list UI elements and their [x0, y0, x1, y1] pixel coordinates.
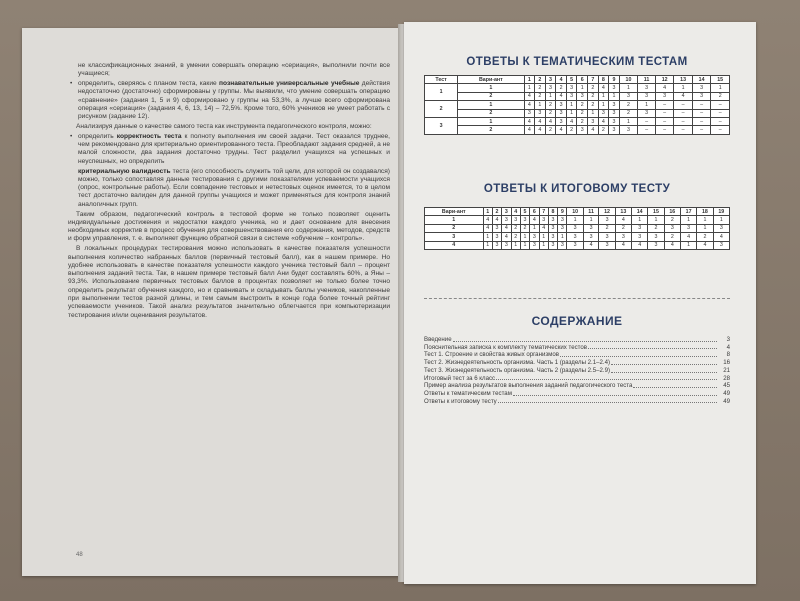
final-answers-table: [424, 207, 730, 250]
answer-cell: 1: [530, 224, 539, 232]
answer-cell: 4: [566, 117, 577, 125]
answer-cell: –: [711, 109, 730, 117]
header-cell: 4: [556, 76, 567, 84]
answer-cell: 3: [520, 216, 529, 224]
answer-cell: 4: [583, 241, 599, 249]
answer-cell: 4: [530, 216, 539, 224]
left-paragraph: Таким образом, педагогический контроль в тестовой форме не только позволяет оценить индивидуальные достижения и недостатки каждого ученика, но и дает основание для внесения необходимых корректив в процесс обучения для совершенствования его содержания, методов, средств и форм управления, т. е. выполняет функцию обратной связи в системе «обучение – контроль».: [68, 210, 390, 243]
header-cell: 3: [545, 76, 556, 84]
answer-cell: 4: [615, 241, 631, 249]
answer-cell: –: [638, 126, 656, 134]
answer-cell: 1: [598, 101, 609, 109]
answer-cell: 4: [492, 216, 501, 224]
variant-cell: 3: [425, 233, 484, 241]
variant-cell: 2: [458, 109, 524, 117]
answer-cell: 1: [558, 233, 567, 241]
table-row: [425, 224, 730, 232]
answer-cell: 3: [545, 84, 556, 92]
toc-leader: [453, 336, 717, 342]
answer-cell: 4: [556, 126, 567, 134]
answer-cell: 4: [502, 233, 511, 241]
answer-cell: 4: [615, 216, 631, 224]
toc-item-title: Тест 3. Жизнедеятельность организма. Часть 2 (разделы 2.5–2.9): [424, 366, 611, 374]
toc-item: [424, 382, 730, 390]
test-number-cell: 2: [425, 101, 458, 118]
toc-item-title: Пояснительная записка к комплекту тематических тестов: [424, 343, 588, 351]
toc-item-page: 3: [726, 336, 730, 343]
answer-cell: 1: [520, 241, 529, 249]
answer-cell: 1: [711, 84, 730, 92]
toc-item-page: 4: [726, 343, 730, 351]
header-variant: Вари-ант: [425, 208, 484, 216]
answer-cell: 3: [638, 92, 656, 100]
answer-cell: –: [711, 117, 730, 125]
answer-cell: 4: [539, 224, 548, 232]
answer-cell: 1: [697, 216, 713, 224]
left-paragraph: критериальную валидность теста (его способность служить той цели, для которой он создавался) можно, только сопоставляя данные тестирования с другими показателями успеваемости учащихся (опрос, контрольные работы). Если совпадение тестовых и нетестовых оценок имеется, то в целом тест достаточно валиден для данной группы учащихся и может применяться для контроля знаний аналогичных групп.: [78, 167, 390, 208]
answer-cell: 3: [567, 233, 583, 241]
left-paragraph: В локальных процедурах тестирования можно использовать в качестве показателя успешности выполнения количество набранных баллов (первичный тестовый балл), как в нашем примере. Но удобнее использовать в качестве показателя успешности каждого ученика тестовый балл – процент выполнения заданий теста. Так, в нашем примере тестовый балл Ани будет составлять 60%, а Яны – 93,3%. Использование первичных тестовых баллов в процентах позволяет не только более точно определить результат обучения каждого, но и сравнивать и складывать баллы учеников, накопленные при выполнении тестов разной длины, и тем самым выстроить в конце года более точный рейтинг успеваемости учеников. Такой анализ результатов значительно облегчается при компьютеризации тестирования и/или оценивания результатов.: [68, 245, 390, 319]
answer-cell: 2: [545, 101, 556, 109]
answer-cell: 3: [524, 109, 535, 117]
header-cell: 10: [619, 76, 637, 84]
answer-cell: 4: [632, 241, 648, 249]
answer-cell: 3: [567, 224, 583, 232]
answer-cell: 4: [524, 101, 535, 109]
header-cell: 5: [566, 76, 577, 84]
answer-cell: 3: [638, 109, 656, 117]
answer-cell: 2: [566, 126, 577, 134]
header-cell: 11: [638, 76, 656, 84]
answer-cell: 3: [530, 233, 539, 241]
variant-cell: 2: [425, 224, 484, 232]
answer-cell: –: [692, 109, 710, 117]
answer-cell: –: [674, 126, 692, 134]
answer-cell: 2: [711, 92, 730, 100]
answer-cell: 1: [713, 216, 729, 224]
answer-cell: –: [655, 109, 673, 117]
answer-cell: 4: [535, 117, 546, 125]
answer-cell: 1: [638, 101, 656, 109]
answer-cell: –: [674, 109, 692, 117]
table-header-row: [425, 76, 730, 84]
answer-cell: 2: [556, 84, 567, 92]
toc-item-title: Итоговый тест за 6 класс: [424, 374, 496, 382]
header-cell: 1: [483, 208, 492, 216]
answer-cell: 2: [577, 101, 588, 109]
header-cell: 6: [577, 76, 588, 84]
answer-cell: 1: [524, 84, 535, 92]
table-row: [425, 117, 730, 125]
answer-cell: 2: [619, 109, 637, 117]
toc-leader: [496, 375, 717, 381]
answer-cell: 4: [556, 92, 567, 100]
answer-cell: 2: [599, 224, 615, 232]
answer-cell: 1: [680, 216, 696, 224]
header-cell: 13: [615, 208, 631, 216]
toc-leader: [588, 344, 717, 350]
toc-item-page: 8: [726, 351, 730, 359]
header-cell: 9: [558, 208, 567, 216]
answer-cell: 2: [588, 92, 599, 100]
answer-cell: 3: [615, 233, 631, 241]
table-row: [425, 92, 730, 100]
toc-item: [424, 367, 730, 375]
answer-cell: 3: [556, 117, 567, 125]
answer-cell: 4: [483, 224, 492, 232]
header-cell: 19: [713, 208, 729, 216]
answer-cell: 3: [609, 101, 620, 109]
answer-cell: 4: [524, 126, 535, 134]
answer-cell: 2: [545, 109, 556, 117]
answer-cell: 4: [697, 241, 713, 249]
header-cell: 18: [697, 208, 713, 216]
answer-cell: 2: [577, 117, 588, 125]
answer-cell: 3: [583, 224, 599, 232]
header-cell: 9: [609, 76, 620, 84]
variant-cell: 2: [458, 126, 524, 134]
bold-term: критериальную валидность: [78, 167, 171, 175]
answer-cell: 3: [648, 233, 664, 241]
left-paragraph: • определить корректность теста к полноту выполнения им своей задачи. Тест оказался труднее, чем рекомендовано для критериально ориентированного теста. Преобладают задания средней, а не малой сложности, два задания достаточно трудны. Тест разделил учащихся на успешных и неуспешных, но определить: [68, 133, 390, 166]
answer-cell: 3: [655, 92, 673, 100]
thematic-answers-title: ОТВЕТЫ К ТЕМАТИЧЕСКИМ ТЕСТАМ: [466, 56, 688, 68]
answer-cell: 4: [545, 117, 556, 125]
answer-cell: 1: [598, 92, 609, 100]
answer-cell: 2: [545, 126, 556, 134]
answer-cell: –: [711, 126, 730, 134]
toc-leader: [513, 390, 717, 396]
answer-cell: 1: [511, 241, 520, 249]
answer-cell: 2: [588, 84, 599, 92]
answer-cell: –: [655, 126, 673, 134]
toc-item-title: Пример анализа результатов выполнения заданий педагогического теста: [424, 382, 633, 390]
answer-cell: 4: [588, 126, 599, 134]
header-cell: 17: [680, 208, 696, 216]
header-cell: 14: [692, 76, 710, 84]
answer-cell: 1: [619, 84, 637, 92]
answer-cell: 4: [524, 92, 535, 100]
answer-cell: 1: [566, 109, 577, 117]
bold-term: корректность теста: [116, 132, 182, 140]
answer-cell: 3: [609, 126, 620, 134]
toc-item: [424, 390, 730, 398]
answer-cell: 3: [558, 216, 567, 224]
answer-cell: 3: [619, 92, 637, 100]
toc-leader: [611, 367, 717, 373]
toc-item: [424, 398, 730, 406]
toc-item: [424, 351, 730, 359]
answer-cell: 1: [632, 216, 648, 224]
header-cell: 1: [524, 76, 535, 84]
answer-cell: 3: [577, 92, 588, 100]
final-answers-title: ОТВЕТЫ К ИТОГОВОМУ ТЕСТУ: [483, 183, 671, 195]
left-paragraph: • определить, сверяясь с планом теста, какие познавательные универсальные учебные действия недостаточно (достаточно) сформированы у группы. Мы выявили, что умение совершать операцию «сравнение» (задания 1, 5 и 9) сформировано у группы на 53,3%, а лучше всего сформирована операция «сериация» (задания 4, 6, 13, 14) – 72,5%. Кроме того, 60% учеников не умеет работать с рисунком (задание 12).: [68, 80, 390, 121]
toc-item: [424, 359, 730, 367]
header-cell: 4: [511, 208, 520, 216]
header-test: Тест: [425, 76, 458, 84]
header-cell: 2: [535, 76, 546, 84]
answer-cell: –: [655, 101, 673, 109]
toc-list: [424, 336, 730, 405]
answer-cell: 4: [483, 216, 492, 224]
answer-cell: 3: [609, 117, 620, 125]
answer-cell: 1: [648, 216, 664, 224]
answer-cell: 3: [599, 233, 615, 241]
answer-cell: 2: [577, 109, 588, 117]
answer-cell: 3: [692, 92, 710, 100]
variant-cell: 1: [458, 117, 524, 125]
answer-cell: 3: [535, 109, 546, 117]
answer-cell: 3: [556, 101, 567, 109]
answer-cell: 3: [713, 241, 729, 249]
variant-cell: 4: [425, 241, 484, 249]
answer-cell: 3: [638, 84, 656, 92]
answer-cell: 3: [713, 224, 729, 232]
answer-cell: 4: [664, 241, 680, 249]
answer-cell: 3: [599, 241, 615, 249]
header-cell: 2: [492, 208, 501, 216]
variant-cell: 2: [458, 92, 524, 100]
answer-cell: 3: [632, 224, 648, 232]
answer-cell: 4: [535, 126, 546, 134]
answer-cell: 3: [492, 224, 501, 232]
answer-cell: 1: [674, 84, 692, 92]
answer-cell: 3: [492, 233, 501, 241]
answer-cell: 1: [483, 241, 492, 249]
table-row: [425, 241, 730, 249]
table-header-row: [425, 208, 730, 216]
answer-cell: 1: [567, 216, 583, 224]
answer-cell: 2: [615, 224, 631, 232]
answer-cell: 3: [598, 109, 609, 117]
toc-item-title: Ответы к тематическим тестам: [424, 389, 512, 397]
answer-cell: 3: [680, 224, 696, 232]
answer-cell: 1: [697, 224, 713, 232]
table-row: [425, 109, 730, 117]
answer-cell: 3: [566, 84, 577, 92]
variant-cell: 1: [425, 216, 484, 224]
answer-cell: –: [674, 101, 692, 109]
answer-cell: 3: [609, 84, 620, 92]
answer-cell: 3: [530, 241, 539, 249]
toc-item-title: Тест 1. Строение и свойства живых организмов: [424, 351, 559, 359]
answer-cell: 4: [680, 233, 696, 241]
answer-cell: 2: [588, 101, 599, 109]
table-row: [425, 216, 730, 224]
answer-cell: 3: [492, 241, 501, 249]
answer-cell: 2: [598, 126, 609, 134]
toc-title: СОДЕРЖАНИЕ: [531, 314, 623, 328]
answer-cell: –: [674, 117, 692, 125]
answer-cell: 1: [520, 233, 529, 241]
header-cell: 12: [599, 208, 615, 216]
left-paragraph: Анализируя данные о качестве самого теста как инструмента педагогического контроля, можно:: [76, 123, 372, 131]
toc-item: [424, 375, 730, 383]
answer-cell: –: [692, 126, 710, 134]
answer-cell: 3: [539, 216, 548, 224]
header-cell: 14: [632, 208, 648, 216]
answer-cell: 2: [648, 224, 664, 232]
answer-cell: 3: [548, 216, 557, 224]
variant-cell: 1: [458, 101, 524, 109]
header-cell: 13: [674, 76, 692, 84]
answer-cell: –: [692, 101, 710, 109]
header-cell: 15: [711, 76, 730, 84]
answer-cell: 3: [558, 241, 567, 249]
answer-cell: –: [692, 117, 710, 125]
header-cell: 12: [655, 76, 673, 84]
header-cell: 7: [539, 208, 548, 216]
header-cell: 15: [648, 208, 664, 216]
header-cell: 6: [530, 208, 539, 216]
answer-cell: 4: [524, 117, 535, 125]
answer-cell: 3: [567, 241, 583, 249]
answer-cell: 2: [664, 233, 680, 241]
variant-cell: 1: [458, 84, 524, 92]
answer-cell: 1: [483, 233, 492, 241]
table-row: [425, 101, 730, 109]
answer-cell: 2: [511, 233, 520, 241]
answer-cell: 1: [545, 92, 556, 100]
answer-cell: 4: [674, 92, 692, 100]
answer-cell: 2: [511, 224, 520, 232]
left-page-number: 48: [76, 552, 83, 558]
answer-cell: 2: [619, 101, 637, 109]
answer-cell: 4: [502, 224, 511, 232]
answer-cell: 3: [619, 126, 637, 134]
toc-item-title: Ответы к итоговому тесту: [424, 397, 497, 405]
answer-cell: 4: [713, 233, 729, 241]
answer-cell: 3: [583, 233, 599, 241]
answer-cell: 3: [558, 224, 567, 232]
answer-cell: 1: [539, 233, 548, 241]
table-row: [425, 126, 730, 134]
toc-item-page: 16: [723, 359, 730, 367]
toc-item: [424, 336, 730, 344]
answer-cell: 1: [566, 101, 577, 109]
answer-cell: 3: [609, 109, 620, 117]
answer-cell: –: [711, 101, 730, 109]
header-cell: 11: [583, 208, 599, 216]
header-variant: Вари-ант: [458, 76, 524, 84]
answer-cell: 3: [692, 84, 710, 92]
answer-cell: –: [655, 117, 673, 125]
toc-item-page: 28: [723, 374, 730, 382]
header-cell: 16: [664, 208, 680, 216]
answer-cell: 4: [598, 117, 609, 125]
answer-cell: 2: [520, 224, 529, 232]
toc-item-title: Тест 2. Жизнедеятельность организма. Часть 1 (разделы 2.1–2.4): [424, 359, 611, 367]
answer-cell: 4: [598, 84, 609, 92]
table-row: [425, 84, 730, 92]
answer-cell: 3: [502, 241, 511, 249]
answer-cell: 1: [583, 216, 599, 224]
answer-cell: 3: [648, 241, 664, 249]
left-page-text: [68, 62, 390, 321]
answer-cell: 2: [664, 216, 680, 224]
toc-item-page: 49: [723, 389, 730, 397]
answer-cell: 4: [655, 84, 673, 92]
answer-cell: 1: [577, 84, 588, 92]
answer-cell: –: [638, 117, 656, 125]
answer-cell: 1: [535, 101, 546, 109]
header-cell: 10: [567, 208, 583, 216]
toc-leader: [560, 351, 717, 357]
toc-item-page: 21: [723, 366, 730, 374]
header-cell: 8: [598, 76, 609, 84]
header-cell: 3: [502, 208, 511, 216]
answer-cell: 1: [539, 241, 548, 249]
thematic-answers-table: [424, 75, 730, 135]
answer-cell: 3: [548, 224, 557, 232]
toc-leader: [498, 398, 717, 404]
answer-cell: 3: [664, 224, 680, 232]
answer-cell: 3: [632, 233, 648, 241]
answer-cell: 3: [577, 126, 588, 134]
answer-cell: 1: [609, 92, 620, 100]
answer-cell: 2: [535, 92, 546, 100]
answer-cell: 3: [556, 109, 567, 117]
answer-cell: 2: [535, 84, 546, 92]
toc-leader: [611, 359, 717, 365]
answer-cell: 2: [697, 233, 713, 241]
toc-item-title: Введение: [424, 336, 452, 343]
answer-cell: 3: [502, 216, 511, 224]
test-number-cell: 3: [425, 117, 458, 134]
toc-item: [424, 344, 730, 352]
toc-item-page: 45: [723, 382, 730, 390]
header-cell: 8: [548, 208, 557, 216]
answer-cell: 3: [548, 241, 557, 249]
toc-leader: [633, 382, 717, 388]
answer-cell: 3: [511, 216, 520, 224]
section-divider: [424, 298, 730, 299]
test-number-cell: 1: [425, 84, 458, 101]
table-row: [425, 233, 730, 241]
answer-cell: 3: [566, 92, 577, 100]
answer-cell: 3: [599, 216, 615, 224]
left-paragraph: не классификационных знаний, в умении совершать операцию «сериация», выполнили почти все учащиеся;: [78, 62, 390, 78]
answer-cell: 3: [548, 233, 557, 241]
answer-cell: 1: [619, 117, 637, 125]
answer-cell: 3: [588, 117, 599, 125]
answer-cell: 1: [588, 109, 599, 117]
header-cell: 7: [588, 76, 599, 84]
answer-cell: 1: [680, 241, 696, 249]
header-cell: 5: [520, 208, 529, 216]
toc-item-page: 49: [723, 397, 730, 405]
bold-term: познавательные универсальные учебные: [219, 80, 360, 88]
